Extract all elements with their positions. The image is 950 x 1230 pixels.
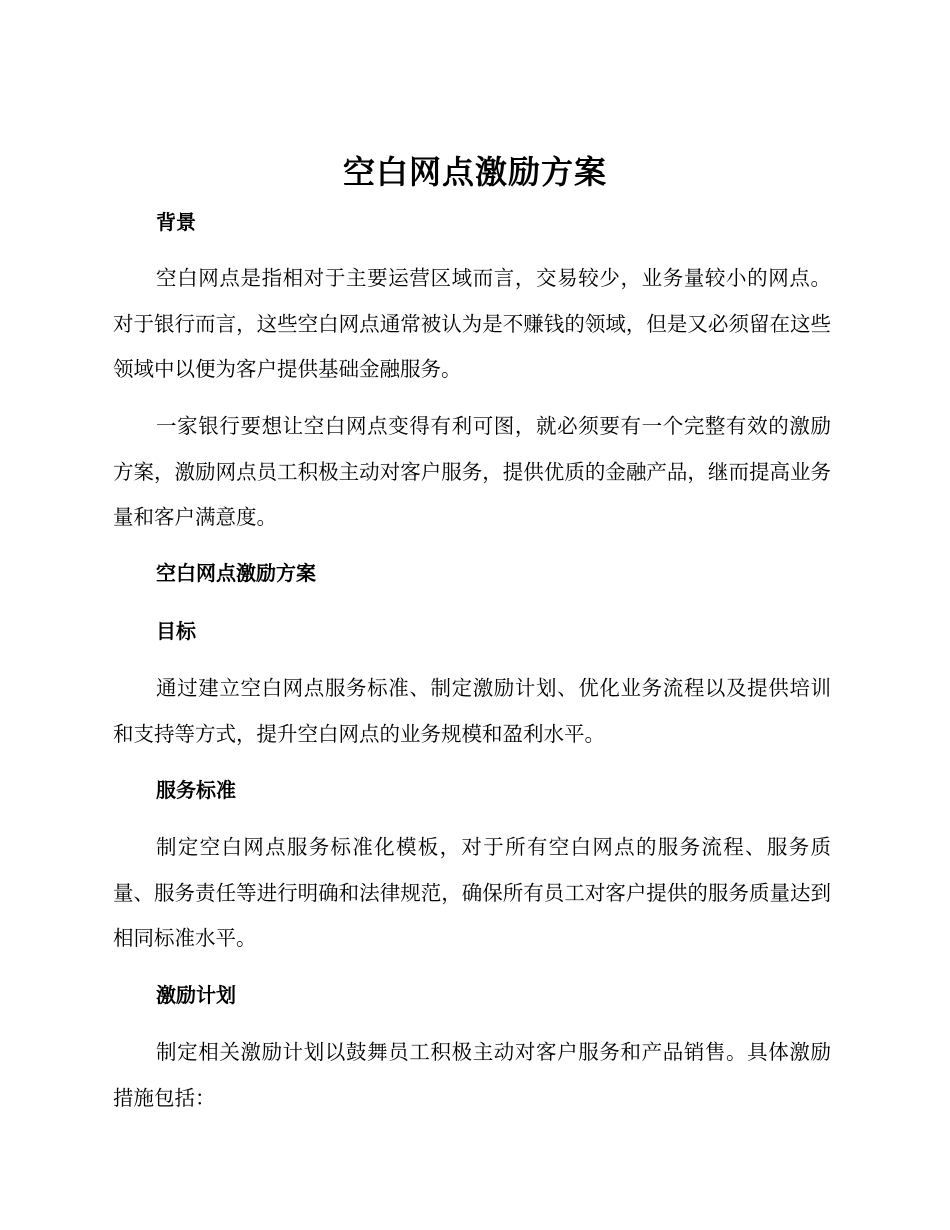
- paragraph-goal: 通过建立空白网点服务标准、制定激励计划、优化业务流程以及提供培训和支持等方式，提升空白网点的业务规模和盈利水平。: [113, 676, 831, 746]
- paragraph-background-1: 空白网点是指相对于主要运营区域而言，交易较少，业务量较小的网点。对于银行而言，这些空白网点通常被认为是不赚钱的领域，但是又必须留在这些领域中以便为客户提供基础金融服务。: [113, 266, 831, 381]
- paragraph-background-2: 一家银行要想让空白网点变得有利可图，就必须要有一个完整有效的激励方案，激励网点员工积极主动对客户服务，提供优质的金融产品，继而提高业务量和客户满意度。: [113, 414, 831, 529]
- section-heading-background: 背景: [156, 210, 196, 234]
- section-heading-plan: 空白网点激励方案: [156, 561, 316, 585]
- section-heading-incentive-plan: 激励计划: [156, 983, 236, 1007]
- section-heading-service-standard: 服务标准: [156, 778, 236, 802]
- paragraph-service-standard: 制定空白网点服务标准化模板，对于所有空白网点的服务流程、服务质量、服务责任等进行明确和法律规范，确保所有员工对客户提供的服务质量达到相同标准水平。: [113, 835, 831, 950]
- section-heading-goal: 目标: [156, 619, 196, 643]
- paragraph-incentive-plan: 制定相关激励计划以鼓舞员工积极主动对客户服务和产品销售。具体激励措施包括：: [113, 1040, 831, 1110]
- document-title: 空白网点激励方案: [342, 153, 607, 191]
